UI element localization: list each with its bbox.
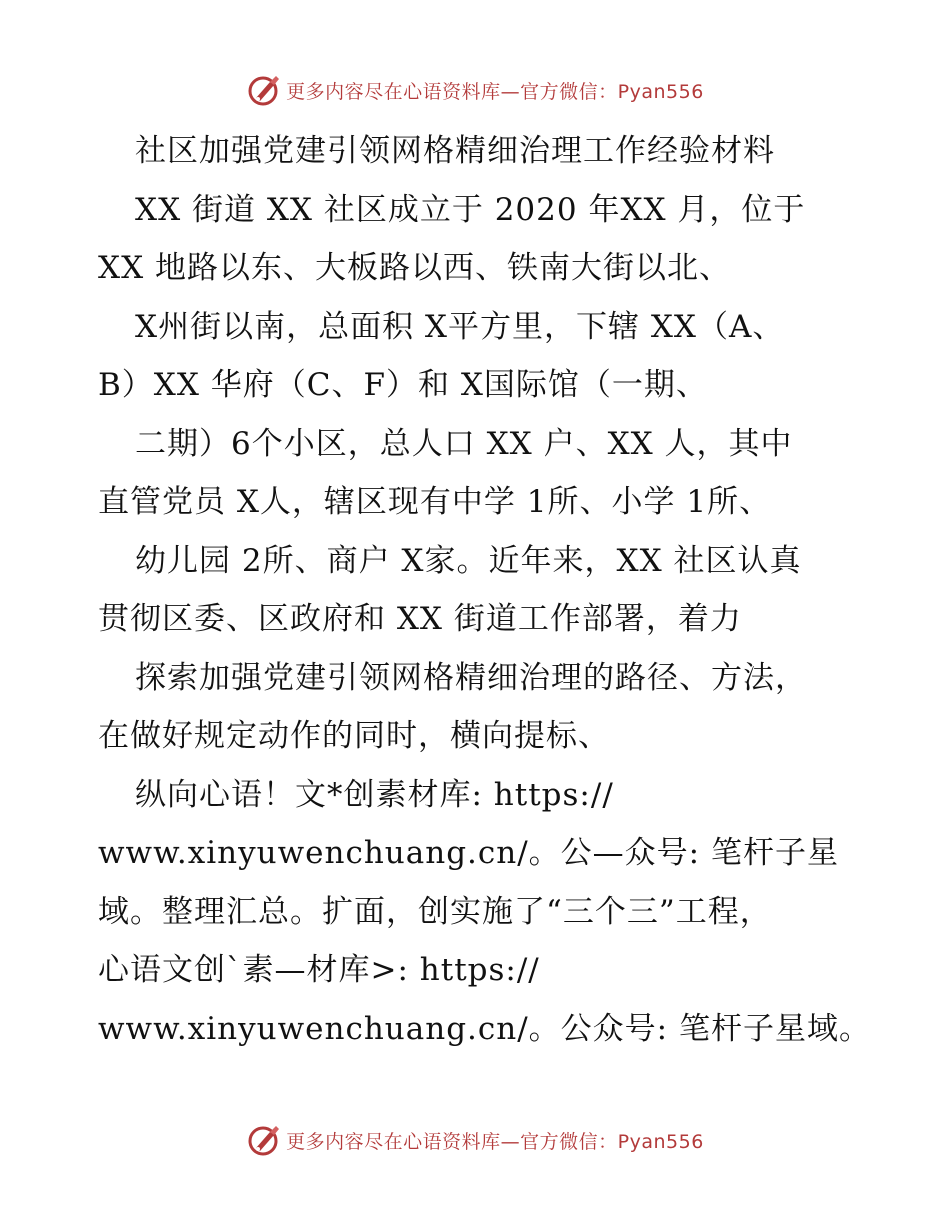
footer-banner	[0, 1118, 950, 1162]
paragraph-line: 直管党员 X人，辖区现有中学 1所、小学 1所、	[98, 484, 772, 520]
paragraph-line: 纵向心语！文*创素材库: https://	[135, 776, 614, 813]
paragraph-line: X州街以南，总面积 X平方里，下辖 XX（A、	[135, 308, 785, 345]
document-title: 社区加强党建引领网格精细治理工作经验材料	[135, 133, 775, 169]
paragraph-line: B）XX 华府（C、F）和 X国际馆（一期、	[98, 367, 708, 403]
paragraph-line: XX 地路以东、大板路以西、铁南大街以北、	[98, 250, 731, 286]
pen-logo-icon	[246, 1122, 282, 1158]
paragraph-line: 贯彻区委、区政府和 XX 街道工作部署，着力	[98, 601, 742, 637]
footer-banner-text: 更多内容尽在心语资料库—官方微信：Pyan556	[286, 1130, 704, 1153]
document-body	[98, 122, 878, 1058]
paragraph-line: 域。整理汇总。扩面，创实施了“三个三”工程，	[98, 893, 772, 930]
paragraph-line: 在做好规定动作的同时，横向提标、	[98, 718, 610, 754]
paragraph-line: www.xinyuwenchuang.cn/。公众号: 笔杆子星域。	[98, 1010, 871, 1047]
header-banner	[0, 68, 950, 112]
paragraph-line: 二期）6个小区，总人口 XX 户、XX 人，其中	[135, 425, 793, 462]
paragraph-line: www.xinyuwenchuang.cn/。公—众号: 笔杆子星	[98, 835, 839, 871]
paragraph-line: XX 街道 XX 社区成立于 2020 年XX 月，位于	[135, 191, 806, 228]
paragraph-line: 探索加强党建引领网格精细治理的路径、方法，	[135, 659, 807, 696]
paragraph-line: 幼儿园 2所、商户 X家。近年来，XX 社区认真	[135, 542, 802, 579]
header-banner-text: 更多内容尽在心语资料库—官方微信：Pyan556	[286, 80, 704, 103]
pen-logo-icon	[246, 72, 282, 108]
paragraph-line: 心语文创`素—材库>: https://	[98, 952, 540, 988]
